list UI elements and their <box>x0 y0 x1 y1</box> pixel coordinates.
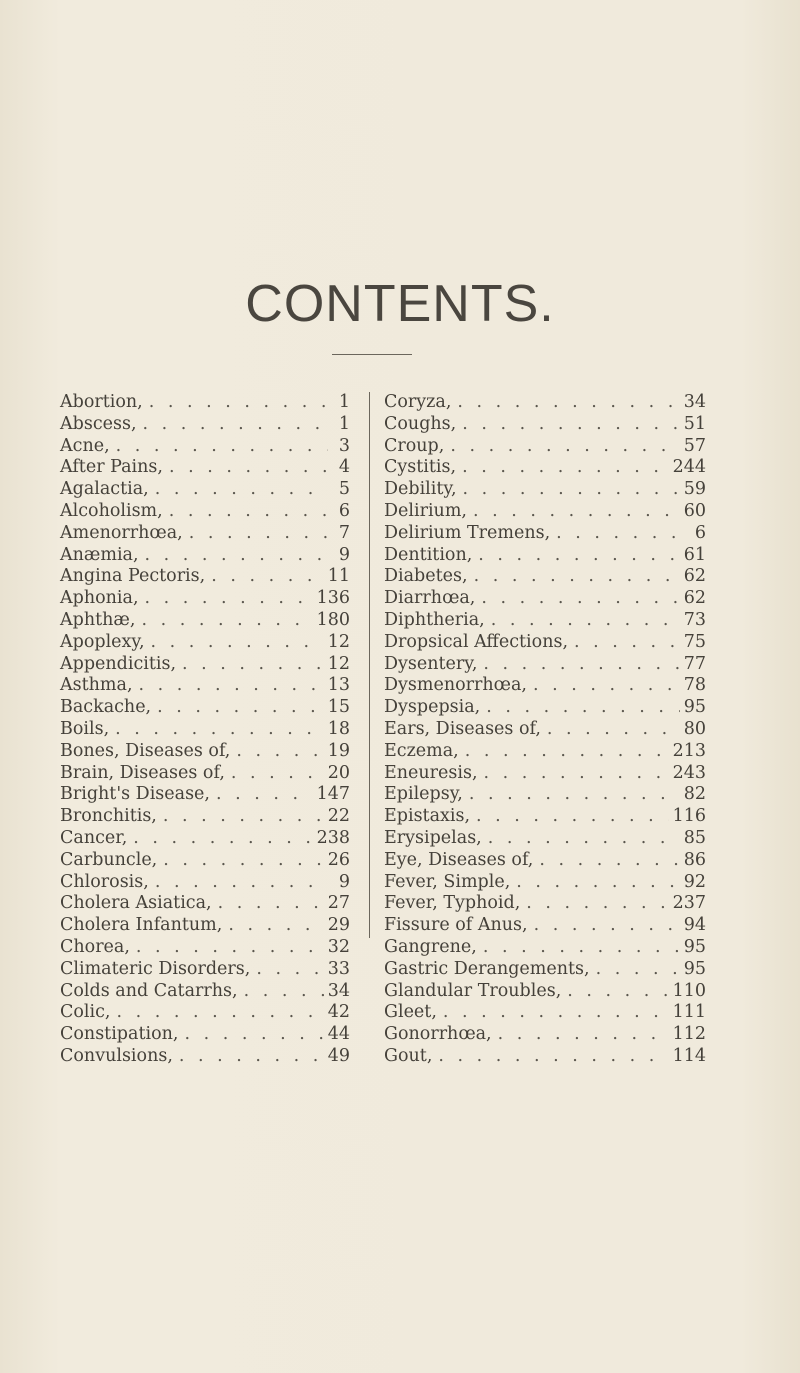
contents-entry <box>384 981 706 1003</box>
entry-term: Brain, Diseases of, <box>60 762 225 783</box>
entry-term: Dentition, <box>384 544 473 565</box>
contents-entry <box>60 937 350 959</box>
entry-page-number: 32 <box>327 936 350 957</box>
entry-term: Eneuresis, <box>384 762 478 783</box>
entry-page-number: 85 <box>683 827 706 848</box>
dot-leader <box>481 588 679 610</box>
entry-term: Boils, <box>60 718 110 739</box>
dot-leader <box>155 479 328 501</box>
entry-term: Cystitis, <box>384 457 457 478</box>
contents-entry <box>60 784 350 806</box>
entry-page-number: 61 <box>683 544 706 565</box>
entry-page-number: 238 <box>316 827 350 848</box>
contents-entry <box>60 1024 350 1046</box>
dot-leader <box>486 697 679 719</box>
dot-leader <box>483 654 679 676</box>
entry-page-number: 180 <box>316 609 350 630</box>
entry-term: Eczema, <box>384 740 459 761</box>
entry-term: Asthma, <box>60 675 133 696</box>
contents-entry <box>60 545 350 567</box>
entry-term: Eye, Diseases of, <box>384 849 534 870</box>
contents-entry <box>60 763 350 785</box>
entry-page-number: 95 <box>683 697 706 718</box>
entry-page-number: 6 <box>694 522 706 543</box>
contents-entry <box>384 828 706 850</box>
entry-page-number: 11 <box>327 566 350 587</box>
dot-leader <box>438 1046 668 1068</box>
entry-page-number: 77 <box>683 653 706 674</box>
contents-entry <box>384 1002 706 1024</box>
contents-entry <box>60 654 350 676</box>
entry-term: Acne, <box>60 435 110 456</box>
entry-term: Carbuncle, <box>60 849 158 870</box>
contents-entry <box>384 523 706 545</box>
entry-page-number: 19 <box>327 740 350 761</box>
entry-term: Fever, Simple, <box>384 871 511 892</box>
contents-entry <box>384 872 706 894</box>
dot-leader <box>116 436 328 458</box>
contents-left-column <box>60 392 350 1068</box>
contents-entry <box>60 632 350 654</box>
dot-leader <box>236 741 323 763</box>
entry-page-number: 33 <box>327 958 350 979</box>
dot-leader <box>163 850 323 872</box>
contents-entry <box>60 1002 350 1024</box>
entry-term: Abscess, <box>60 413 137 434</box>
entry-page-number: 1 <box>338 413 350 434</box>
dot-leader <box>133 828 312 850</box>
entry-term: Fissure of Anus, <box>384 915 528 936</box>
entry-term: Colic, <box>60 1002 111 1023</box>
entry-page-number: 4 <box>338 457 350 478</box>
dot-leader <box>244 981 324 1003</box>
contents-entry <box>384 784 706 806</box>
entry-term: Gout, <box>384 1045 433 1066</box>
entry-page-number: 6 <box>338 500 350 521</box>
dot-leader <box>539 850 679 872</box>
dot-leader <box>491 610 680 632</box>
contents-entry <box>384 414 706 436</box>
contents-entry <box>60 981 350 1003</box>
entry-term: Glandular Troubles, <box>384 980 562 1001</box>
contents-entry <box>60 828 350 850</box>
entry-page-number: 18 <box>327 718 350 739</box>
entry-term: Erysipelas, <box>384 827 482 848</box>
dot-leader <box>465 741 669 763</box>
entry-page-number: 80 <box>683 718 706 739</box>
entry-term: Apoplexy, <box>60 631 145 652</box>
entry-term: After Pains, <box>60 457 163 478</box>
dot-leader <box>473 501 680 523</box>
entry-page-number: 20 <box>327 762 350 783</box>
entry-term: Cancer, <box>60 827 128 848</box>
entry-term: Dropsical Affections, <box>384 631 569 652</box>
dot-leader <box>526 893 668 915</box>
contents-entry <box>384 937 706 959</box>
entry-page-number: 9 <box>338 544 350 565</box>
contents-right-column <box>384 392 706 1068</box>
entry-term: Diarrhœa, <box>384 588 476 609</box>
entry-term: Delirium Tremens, <box>384 522 551 543</box>
entry-term: Coughs, <box>384 413 457 434</box>
dot-leader <box>450 436 679 458</box>
entry-page-number: 34 <box>327 980 350 1001</box>
contents-entry <box>60 414 350 436</box>
entry-page-number: 147 <box>316 784 350 805</box>
contents-entry <box>60 806 350 828</box>
entry-term: Coryza, <box>384 392 452 412</box>
dot-leader <box>462 414 680 436</box>
contents-entry <box>384 501 706 523</box>
entry-page-number: 42 <box>327 1002 350 1023</box>
contents-entry <box>60 610 350 632</box>
dot-leader <box>256 959 323 981</box>
contents-entry <box>60 697 350 719</box>
entry-term: Bones, Diseases of, <box>60 740 231 761</box>
entry-page-number: 110 <box>672 980 706 1001</box>
dot-leader <box>136 937 324 959</box>
dot-leader <box>145 588 313 610</box>
dot-leader <box>596 959 680 981</box>
contents-entry <box>384 850 706 872</box>
entry-page-number: 111 <box>672 1002 706 1023</box>
entry-term: Gastric Derangements, <box>384 958 590 979</box>
entry-term: Chorea, <box>60 936 130 957</box>
entry-term: Delirium, <box>384 500 467 521</box>
dot-leader <box>231 763 324 785</box>
dot-leader <box>443 1002 669 1024</box>
entry-term: Backache, <box>60 697 152 718</box>
dot-leader <box>556 523 684 545</box>
dot-leader <box>484 763 669 785</box>
contents-entry <box>60 675 350 697</box>
contents-entry <box>384 588 706 610</box>
entry-page-number: 5 <box>338 479 350 500</box>
entry-term: Climateric Disorders, <box>60 958 251 979</box>
entry-page-number: 1 <box>338 392 350 412</box>
dot-leader <box>155 872 328 894</box>
dot-leader <box>476 806 669 828</box>
entry-page-number: 12 <box>327 653 350 674</box>
dot-leader <box>533 675 680 697</box>
entry-page-number: 59 <box>683 479 706 500</box>
dot-leader <box>179 1046 324 1068</box>
entry-page-number: 95 <box>683 936 706 957</box>
dot-leader <box>157 697 324 719</box>
contents-entry <box>384 959 706 981</box>
contents-entry <box>384 632 706 654</box>
dot-leader <box>189 523 328 545</box>
page-title: CONTENTS. <box>245 275 555 333</box>
entry-page-number: 15 <box>327 697 350 718</box>
entry-term: Fever, Typhoid, <box>384 893 521 914</box>
entry-term: Constipation, <box>60 1024 179 1045</box>
entry-page-number: 114 <box>672 1045 706 1066</box>
entry-page-number: 13 <box>327 675 350 696</box>
entry-term: Diphtheria, <box>384 609 485 630</box>
entry-page-number: 112 <box>672 1024 706 1045</box>
dot-leader <box>547 719 680 741</box>
contents-entry <box>384 697 706 719</box>
contents-entry <box>60 741 350 763</box>
entry-page-number: 82 <box>683 784 706 805</box>
dot-leader <box>163 806 324 828</box>
entry-term: Aphonia, <box>60 588 139 609</box>
entry-page-number: 9 <box>338 871 350 892</box>
entry-page-number: 62 <box>683 566 706 587</box>
entry-page-number: 73 <box>683 609 706 630</box>
dot-leader <box>474 566 680 588</box>
dot-leader <box>216 784 313 806</box>
dot-leader <box>218 893 324 915</box>
entry-page-number: 213 <box>672 740 706 761</box>
dot-leader <box>567 981 668 1003</box>
entry-term: Appendicitis, <box>60 653 177 674</box>
entry-term: Dyspepsia, <box>384 697 481 718</box>
entry-term: Epistaxis, <box>384 806 471 827</box>
entry-page-number: 60 <box>683 500 706 521</box>
entry-page-number: 78 <box>683 675 706 696</box>
dot-leader <box>488 828 680 850</box>
entry-page-number: 49 <box>327 1045 350 1066</box>
entry-page-number: 95 <box>683 958 706 979</box>
dot-leader <box>574 632 680 654</box>
dot-leader <box>149 392 328 414</box>
contents-entry <box>60 893 350 915</box>
entry-page-number: 7 <box>338 522 350 543</box>
dot-leader <box>116 1002 323 1024</box>
dot-leader <box>228 915 323 937</box>
contents-entry <box>60 719 350 741</box>
contents-entry <box>384 610 706 632</box>
contents-entry <box>384 566 706 588</box>
entry-page-number: 86 <box>683 849 706 870</box>
entry-page-number: 244 <box>672 457 706 478</box>
entry-term: Ears, Diseases of, <box>384 718 541 739</box>
contents-entry <box>384 915 706 937</box>
entry-page-number: 237 <box>672 893 706 914</box>
entry-term: Amenorrhœa, <box>60 522 183 543</box>
contents-entry <box>60 457 350 479</box>
dot-leader <box>516 872 679 894</box>
entry-term: Colds and Catarrhs, <box>60 980 238 1001</box>
entry-page-number: 26 <box>327 849 350 870</box>
contents-entry <box>384 893 706 915</box>
contents-entry <box>60 436 350 458</box>
entry-term: Dysmenorrhœa, <box>384 675 527 696</box>
dot-leader <box>478 545 679 567</box>
entry-term: Dysentery, <box>384 653 478 674</box>
entry-term: Gangrene, <box>384 936 477 957</box>
contents-entry <box>384 457 706 479</box>
dot-leader <box>182 654 324 676</box>
entry-term: Chlorosis, <box>60 871 149 892</box>
entry-term: Angina Pectoris, <box>60 566 206 587</box>
contents-entry <box>60 959 350 981</box>
entry-term: Abortion, <box>60 392 143 412</box>
entry-term: Anæmia, <box>60 544 139 565</box>
dot-leader <box>457 392 679 414</box>
entry-term: Bright's Disease, <box>60 784 210 805</box>
contents-entry <box>60 566 350 588</box>
contents-entry <box>384 741 706 763</box>
entry-page-number: 136 <box>316 588 350 609</box>
contents-entry <box>60 501 350 523</box>
contents-entry <box>384 436 706 458</box>
contents-entry <box>384 719 706 741</box>
dot-leader <box>483 937 680 959</box>
contents-entry <box>384 806 706 828</box>
dot-leader <box>211 566 324 588</box>
entry-term: Agalactia, <box>60 479 149 500</box>
entry-term: Alcoholism, <box>60 500 163 521</box>
contents-entry <box>60 1046 350 1068</box>
entry-term: Cholera Asiatica, <box>60 893 212 914</box>
entry-page-number: 29 <box>327 915 350 936</box>
entry-term: Aphthæ, <box>60 609 136 630</box>
contents-entry <box>384 675 706 697</box>
entry-term: Epilepsy, <box>384 784 463 805</box>
entry-page-number: 51 <box>683 413 706 434</box>
dot-leader <box>184 1024 323 1046</box>
entry-page-number: 94 <box>683 915 706 936</box>
dot-leader <box>169 501 328 523</box>
dot-leader <box>463 479 680 501</box>
contents-entry <box>384 763 706 785</box>
dot-leader <box>469 784 680 806</box>
entry-term: Cholera Infantum, <box>60 915 223 936</box>
contents-entry <box>60 392 350 414</box>
entry-page-number: 34 <box>683 392 706 412</box>
title-rule <box>332 354 412 355</box>
column-divider <box>369 392 370 938</box>
entry-term: Diabetes, <box>384 566 468 587</box>
entry-page-number: 22 <box>327 806 350 827</box>
contents-entry <box>60 479 350 501</box>
contents-entry <box>60 588 350 610</box>
entry-term: Croup, <box>384 435 445 456</box>
entry-page-number: 57 <box>683 435 706 456</box>
contents-entry <box>384 545 706 567</box>
dot-leader <box>115 719 324 741</box>
entry-term: Debility, <box>384 479 457 500</box>
contents-entry <box>60 523 350 545</box>
dot-leader <box>169 457 328 479</box>
contents-entry <box>384 1046 706 1068</box>
entry-page-number: 27 <box>327 893 350 914</box>
dot-leader <box>151 632 324 654</box>
dot-leader <box>145 545 328 567</box>
entry-page-number: 44 <box>327 1024 350 1045</box>
entry-page-number: 75 <box>683 631 706 652</box>
entry-page-number: 3 <box>338 435 350 456</box>
entry-page-number: 62 <box>683 588 706 609</box>
contents-entry <box>60 915 350 937</box>
dot-leader <box>141 610 312 632</box>
contents-entry <box>60 872 350 894</box>
entry-page-number: 243 <box>672 762 706 783</box>
dot-leader <box>139 675 324 697</box>
dot-leader <box>143 414 328 436</box>
entry-term: Gleet, <box>384 1002 437 1023</box>
entry-page-number: 12 <box>327 631 350 652</box>
dot-leader <box>534 915 680 937</box>
entry-term: Bronchitis, <box>60 806 157 827</box>
contents-entry <box>384 1024 706 1046</box>
entry-page-number: 92 <box>683 871 706 892</box>
entry-page-number: 116 <box>672 806 706 827</box>
entry-term: Gonorrhœa, <box>384 1024 492 1045</box>
contents-entry <box>60 850 350 872</box>
dot-leader <box>498 1024 669 1046</box>
contents-entry <box>384 479 706 501</box>
dot-leader <box>462 457 669 479</box>
contents-entry <box>384 654 706 676</box>
entry-term: Convulsions, <box>60 1045 173 1066</box>
contents-entry <box>384 392 706 414</box>
